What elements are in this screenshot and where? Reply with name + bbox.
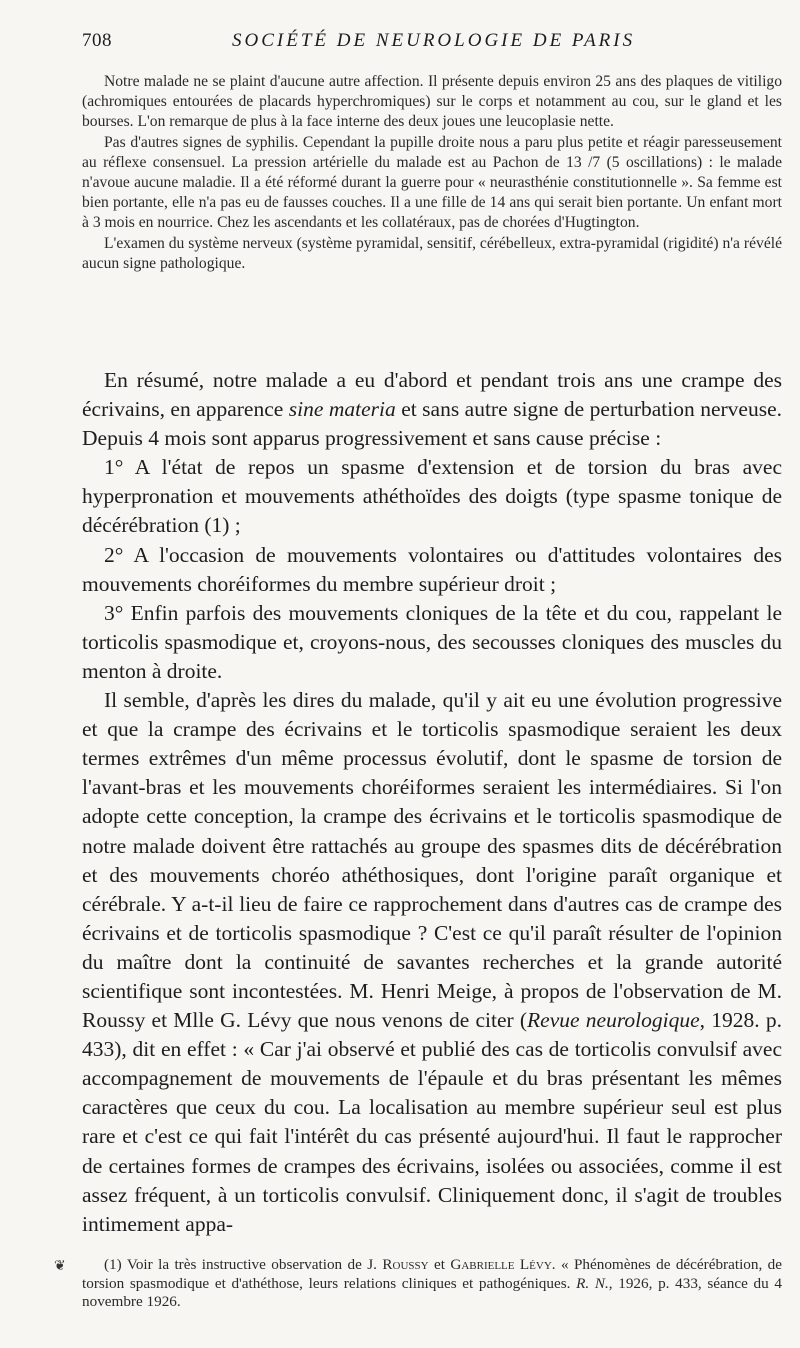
running-head: SOCIÉTÉ DE NEUROLOGIE DE PARIS <box>232 30 636 51</box>
italic-phrase: sine materia <box>288 397 396 422</box>
summary-point-3: 3° Enfin parfois des mouvements cloniques de la tête et du cou, rappelant le torticolis spasmodique et, croyons-nous, des secousses cloniques des muscles du menton à droite. <box>82 600 782 683</box>
text-run: , 1926, p. 433, séance du 4 novembre 1926. <box>82 1274 782 1311</box>
text-run: et <box>428 1256 451 1273</box>
summary-point-1: 1° A l'état de repos un spasme d'extension et de torsion du bras avec hyperpronation et mouvements athéthoïdes des doigts (type spasme tonique de décérébration (1) ; <box>82 455 782 538</box>
case-notes <box>82 72 782 274</box>
text-run: et sans autre signe de perturbation nerveuse. Depuis 4 mois sont apparus progressivement et sans cause précise : <box>82 397 782 451</box>
case-note-paragraph: Pas d'autres signes de syphilis. Cependant la pupille droite nous a paru plus petite et réagir paresseusement au réflexe consensuel. La pression artérielle du malade est au Pachon de 13 /7 (5 oscillations) : le malade n'avoue aucune maladie. Il a été réformé durant la guerre pour « neurasthénie constitutionnelle ». Sa femme est bien portante, elle n'a pas eu de fausses couches. Il a une fille de 14 ans qui serait bien portante. Un enfant mort à 3 mois en nourrice. Chez les ascendants et les collatéraux, pas de chorées d'Hugtington. <box>82 133 782 232</box>
text-run: (1) Voir la très instructive observation de J. <box>104 1256 383 1273</box>
author-name: Roussy <box>382 1256 429 1273</box>
footnote <box>82 1256 782 1312</box>
case-note-paragraph: Notre malade ne se plaint d'aucune autre affection. Il présente depuis environ 25 ans des plaques de vitiligo (achromiques entourées de placards hyperchromiques) sur le corps et notamment au cou, sur le gland et les bourses. L'on remarque de plus à la face interne des deux joues une leucoplasie nette. <box>82 73 782 131</box>
case-note-paragraph: L'examen du système nerveux (système pyramidal, sensitif, cérébelleux, extra-pyramidal (rigidité) n'a révélé aucun signe pathologique. <box>82 234 782 272</box>
summary-paragraph <box>82 366 782 453</box>
margin-mark: ❦ <box>54 1259 66 1274</box>
journal-abbrev: R. N. <box>576 1274 609 1292</box>
text-run: En résumé, notre malade a eu d'abord et pendant trois ans une crampe des écrivains, en apparence <box>82 368 782 422</box>
discussion-paragraph <box>82 686 782 1239</box>
text-run: , 1928. p. 433), dit en effet : « Car j'ai observé et publié des cas de torticolis convulsif avec accompagnement de mouvements de l'épaule et du bras présentant les mêmes caractères que ceux du cou. La localisation au membre supérieur seul est plus rare et c'est ce qui fait l'intérêt du cas présenté aujourd'hui. Il faut le rapprocher de certaines formes de crampes des écrivains, isolées ou associées, comme il est assez fréquent, à un torticolis convulsif. Cliniquement donc, il s'agit de troubles intimement appa- <box>82 1008 782 1236</box>
summary-section <box>82 366 782 1239</box>
summary-point-2: 2° A l'occasion de mouvements volontaires ou d'attitudes volontaires des mouvements choréiformes du membre supérieur droit ; <box>82 542 782 596</box>
footnote-text <box>82 1256 782 1312</box>
text-run: Il semble, d'après les dires du malade, qu'il y ait eu une évolution progressive et que la crampe des écrivains et le torticolis spasmodique seraient les deux termes extrêmes d'un même processus évolutif, dont le spasme de torsion de l'avant-bras et les mouvements choréiformes seraient les intermédiaires. Si l'on adopte cette conception, la crampe des écrivains et le torticolis spasmodique de notre malade doivent être rattachés au groupe des spasmes dits de décérébration et des mouvements choréo athéthosiques, dont l'origine paraît organique et cérébrale. Y a-t-il lieu de faire ce rapprochement dans d'autres cas de crampe des écrivains et de torticolis spasmodique ? C'est ce qu'il paraît résulter de l'opinion du maître dont la continuité de savantes recherches et la grande autorité scientifique sont incontestées. M. Henri Meige, à propos de l'observation de M. Roussy et Mlle G. Lévy que nous venons de citer ( <box>82 688 782 1033</box>
author-name: Gabrielle Lévy <box>450 1256 552 1273</box>
text-run: . « Phénomènes de décérébration, de torsion spasmodique et d'athéthose, leurs relations cliniques et pathogéniques. <box>82 1256 783 1292</box>
page-number: 708 <box>82 30 112 51</box>
journal-title: Revue neurologique <box>527 1008 700 1033</box>
page-header <box>82 30 760 56</box>
